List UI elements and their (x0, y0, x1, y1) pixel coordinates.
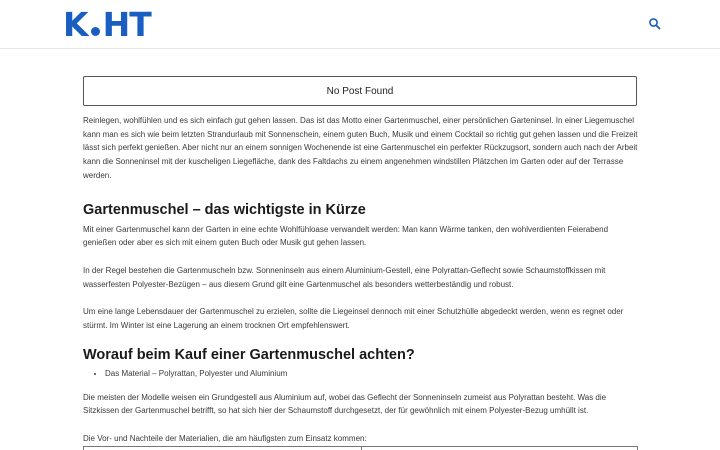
heading-summary: Gartenmuschel – das wichtigste in Kürze (83, 201, 366, 218)
site-logo[interactable] (63, 4, 151, 44)
paragraph-frame: Die meisten der Modelle weisen ein Grundgestell aus Aluminium auf, wobei das Geflecht der Sonneninseln zumeist aus Polyrattan besteht. Was die Sitzkissen der Gartenmuschel betrifft, so hat sich hier der Schaumstoff durchgesetzt, der für gewöhnlich mit einem Polyester-Bezug umhüllt ist. (83, 392, 607, 416)
notice-text: No Post Found (326, 85, 394, 97)
intro-paragraph: Reinlegen, wohlfühlen und es sich einfach gut gehen lassen. Das ist das Motto einer Gartenmuschel, einer persönlichen Garteninsel. In einer Liegemuschel kann man es sich wie beim letzten Strandurlaub mit Sonnenschein, einem guten Buch, Musik und einem Cocktail so richtig gut gehen lassen und die Freizeit lässt sich perfekt genießen. Aber nicht nur an einem sonnigen Wochenende ist eine Gartenmuschel ein perfekter Rückzugsort, sondern auch nach der Arbeit kann die Sonneninsel mit der kuscheligen Liegefläche, dank des Faltdachs zu einem angenehmen windstillen Plätzchen im Garten oder auf der Terrasse werden. (83, 116, 638, 180)
logo-text-right: HT (102, 4, 151, 44)
logo-text-left: K (63, 4, 88, 44)
logo-dot (91, 27, 100, 36)
article-content (83, 114, 639, 450)
paragraph-wellness: Mit einer Gartenmuschel kann der Garten in eine echte Wohlfühloase verwandelt werden: Man kann Wärme tanken, den wohlverdienten Feierabend genießen oder aber es sich mit einem guten Buch oder Musik gut gehen lassen. (83, 224, 609, 248)
comparison-table (83, 446, 638, 450)
feature-list (105, 368, 639, 379)
paragraph-pros-cons-intro: Die Vor- und Nachteile der Materialien, die am häufigsten zum Einsatz kommen: (83, 434, 367, 444)
paragraph-materials: In der Regel bestehen die Gartenmuscheln bzw. Sonneninseln aus einem Aluminium-Gestell, eine Polyrattan-Geflecht sowie Schaumstoffkissen mit wasserfesten Polyester-Bezügen – aus diesem Grund gilt eine Gartenmuschel als besonders wetterbeständig und robust. (83, 265, 606, 289)
list-item: • Das Material – Polyrattan, Polyester und Aluminium (105, 368, 639, 379)
site-header (0, 0, 720, 49)
heading-buying-guide: Worauf beim Kauf einer Gartenmuschel achten? (83, 346, 415, 363)
paragraph-care: Um eine lange Lebensdauer der Gartenmuschel zu erzielen, sollte die Liegeinsel dennoch mit einer Schutzhülle abgedeckt werden, wenn es regnet oder stürmt. Im Winter ist eine Lagerung an einem trocknen Ort empfehlenswert. (83, 307, 624, 331)
search-icon[interactable] (648, 17, 662, 31)
no-post-found-notice (83, 76, 637, 106)
